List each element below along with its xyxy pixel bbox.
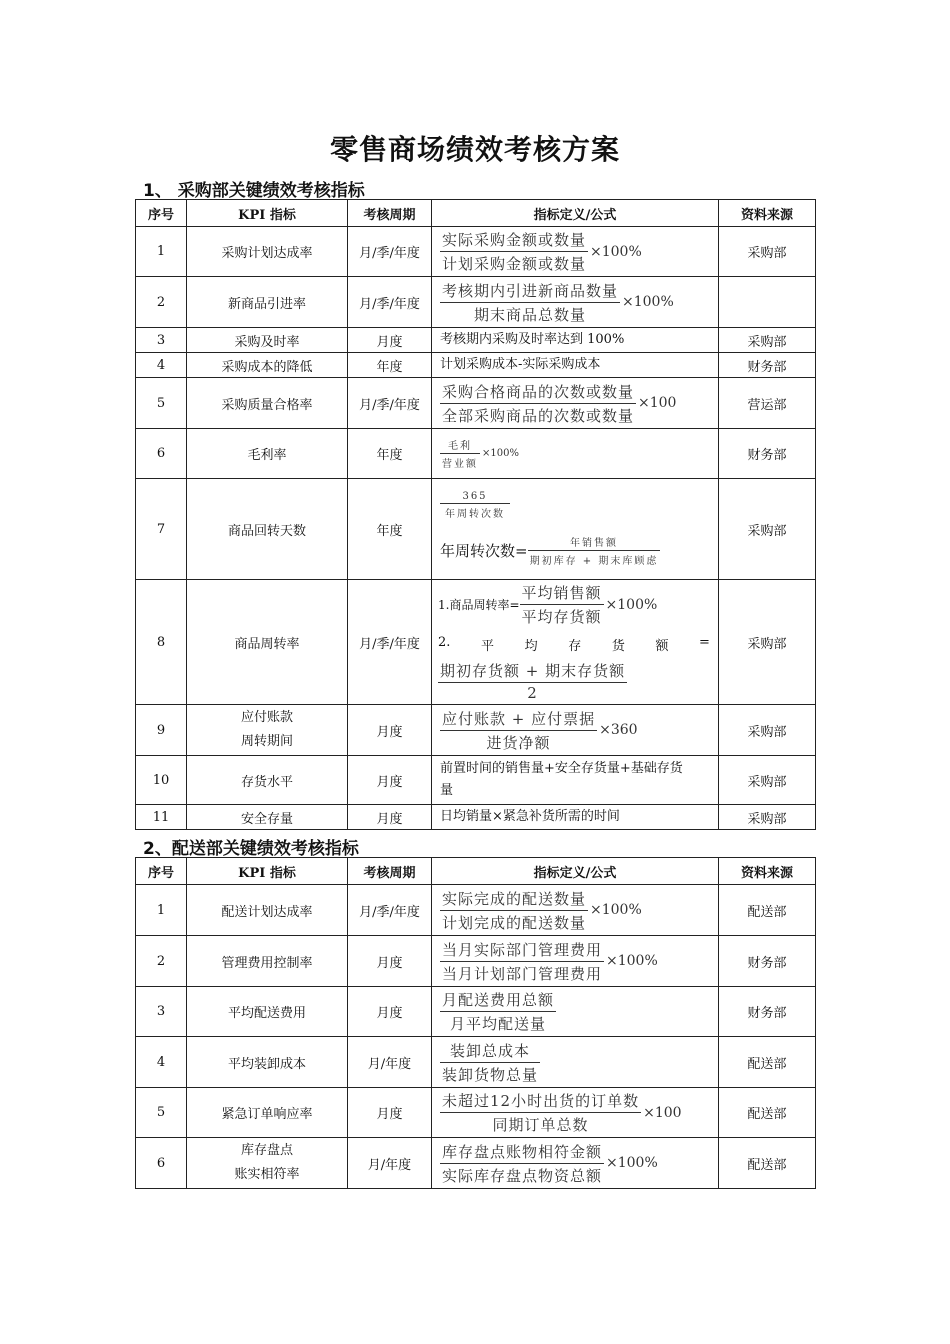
row-period: 年度 [348,353,432,378]
row-no: 4 [136,353,187,378]
page-title: 零售商场绩效考核方案 [329,133,620,166]
table-row [136,277,816,328]
fraction [440,1090,641,1135]
row-formula: 计划采购成本-实际采购成本 [432,353,719,378]
row-no: 5 [136,378,187,429]
row-formula [432,936,719,987]
numerator: 采购合格商品的次数或数量 [440,381,636,404]
row-period: 月度 [348,805,432,830]
row-source: 采购部 [719,756,816,805]
header-period: 考核周期 [348,200,432,227]
formula-label: 1.商品周转率= [438,598,520,612]
table-row [136,756,816,805]
denominator: 装卸货物总量 [442,1065,539,1084]
row-no: 3 [136,987,187,1037]
table-row [136,1088,816,1138]
fraction [440,989,556,1034]
row-kpi: 配送计划达成率 [187,885,348,936]
fraction [440,1040,540,1085]
row-no: 8 [136,580,187,705]
row-period: 月度 [348,705,432,756]
header-period: 考核周期 [348,858,432,885]
row-no: 10 [136,756,187,805]
row-formula [432,378,719,429]
row-no: 1 [136,885,187,936]
header-kpi: KPI 指标 [187,858,348,885]
header-no: 序号 [136,858,187,885]
denominator: 计划完成的配送数量 [442,913,587,932]
row-kpi [187,1138,348,1189]
row-period: 月/年度 [348,1037,432,1088]
fraction [440,491,510,520]
table-row [136,378,816,429]
section2-heading: 2、配送部关键绩效考核指标 [143,839,359,859]
row-no: 1 [136,227,187,277]
label-char: 均 [524,639,538,654]
row-no: 5 [136,1088,187,1138]
row-source: 采购部 [719,805,816,830]
denominator: 实际库存盘点物资总额 [442,1166,603,1185]
table-header-row [136,200,816,227]
table-row [136,1037,816,1088]
numerator: 平均销售额 [520,582,604,605]
row-period: 年度 [348,429,432,479]
row-formula [432,1138,719,1189]
row-source [719,277,816,328]
formula-label: 年周转次数= [440,542,528,560]
row-no: 4 [136,1037,187,1088]
fraction [440,939,604,984]
section1-heading: 1、 采购部关键绩效考核指标 [143,181,365,201]
denominator: 计划采购金额或数量 [442,255,587,273]
row-source: 营运部 [719,378,816,429]
row-formula: 日均销量×紧急补货所需的时间 [432,805,719,830]
table-row [136,328,816,353]
label-char: 平 [481,639,495,654]
fraction [440,280,620,325]
row-no: 2 [136,277,187,328]
denominator: 营业额 [442,459,478,470]
formula-line: 前置时间的销售量+安全存货量+基础存货 [440,761,683,776]
numerator: 期初存货额 + 期末存货额 [438,660,627,683]
row-source: 配送部 [719,1088,816,1138]
numerator: 装卸总成本 [440,1040,540,1063]
multiplier: ×100% [590,243,642,260]
fraction [440,381,636,426]
row-source: 财务部 [719,936,816,987]
numerator: 当月实际部门管理费用 [440,939,604,962]
table-row [136,1138,816,1189]
row-source: 配送部 [719,1138,816,1189]
row-formula [432,429,719,479]
numerator: 实际完成的配送数量 [440,888,588,911]
header-formula: 指标定义/公式 [432,858,719,885]
label-char: 货 [611,639,625,654]
row-formula [432,1088,719,1138]
denominator: 2 [527,684,538,702]
row-kpi: 毛利率 [187,429,348,479]
numerator: 考核期内引进新商品数量 [440,280,620,303]
denominator: 年周转次数 [445,509,505,520]
header-source: 资料来源 [719,858,816,885]
distribution-kpi-table [135,857,816,1189]
row-kpi: 存货水平 [187,756,348,805]
row-source: 采购部 [719,580,816,705]
row-source: 配送部 [719,885,816,936]
row-source: 采购部 [719,479,816,580]
row-formula: 考核期内采购及时率达到 100% [432,328,719,353]
row-kpi: 平均装卸成本 [187,1037,348,1088]
numerator: 月配送费用总额 [440,989,556,1012]
row-kpi: 紧急订单响应率 [187,1088,348,1138]
fraction [438,660,627,702]
kpi-line: 周转期间 [240,734,293,749]
header-kpi: KPI 指标 [187,200,348,227]
row-period: 月/年度 [348,1138,432,1189]
row-formula [432,1037,719,1088]
row-source: 财务部 [719,429,816,479]
row-period: 月/季/年度 [348,580,432,705]
table-row [136,936,816,987]
row-no: 9 [136,705,187,756]
table-row [136,353,816,378]
row-formula [432,277,719,328]
label-char: 存 [568,639,582,654]
fraction [440,888,588,933]
row-period: 月度 [348,328,432,353]
row-formula [432,479,719,580]
table-row [136,805,816,830]
row-no: 11 [136,805,187,830]
multiplier: ×100% [605,596,658,613]
row-formula [432,227,719,277]
row-kpi: 采购计划达成率 [187,227,348,277]
formula-line: 量 [440,783,454,798]
kpi-line: 应付账款 [240,710,293,725]
row-kpi: 商品周转率 [187,580,348,705]
numerator: 年销售额 [528,534,661,551]
table-row [136,987,816,1037]
row-period: 月度 [348,756,432,805]
table-row [136,227,816,277]
row-no: 7 [136,479,187,580]
row-source: 采购部 [719,705,816,756]
multiplier: ×100% [622,294,674,310]
denominator: 平均存货额 [521,608,602,626]
row-kpi: 采购成本的降低 [187,353,348,378]
row-no: 2 [136,936,187,987]
denominator: 同期订单总数 [492,1116,589,1134]
table-row [136,885,816,936]
label-char: 额 [655,639,669,654]
denominator: 期初库存 + 期末库顾虑 [529,556,659,567]
row-no: 3 [136,328,187,353]
row-period: 月/季/年度 [348,885,432,936]
multiplier: ×100% [590,902,642,918]
table-row [136,705,816,756]
kpi-line: 账实相符率 [234,1167,300,1182]
row-kpi: 管理费用控制率 [187,936,348,987]
multiplier: ×100% [482,448,519,459]
numerator: 毛利 [440,437,480,454]
row-source: 财务部 [719,353,816,378]
row-formula [432,580,719,705]
row-formula [432,756,719,805]
table-row [136,479,816,580]
row-source: 配送部 [719,1037,816,1088]
procurement-kpi-table [135,199,816,830]
fraction [440,229,588,274]
row-kpi: 采购质量合格率 [187,378,348,429]
row-no: 6 [136,429,187,479]
row-formula [432,885,719,936]
row-period: 月/季/年度 [348,277,432,328]
row-no: 6 [136,1138,187,1189]
multiplier: ×100% [606,953,658,969]
row-period: 月/季/年度 [348,378,432,429]
denominator: 全部采购商品的次数或数量 [442,406,635,425]
denominator: 月平均配送量 [450,1015,547,1033]
row-period: 月度 [348,987,432,1037]
label-char: 2. [438,635,451,650]
fraction [440,1141,604,1186]
kpi-line: 库存盘点 [240,1143,293,1158]
denominator: 期末商品总数量 [474,305,587,324]
row-period: 年度 [348,479,432,580]
row-period: 月度 [348,936,432,987]
label-char: = [699,635,710,650]
header-formula: 指标定义/公式 [432,200,719,227]
numerator: 365 [440,491,510,504]
table-row [136,580,816,705]
numerator: 实际采购金额或数量 [440,229,588,252]
row-source: 采购部 [719,227,816,277]
row-kpi: 安全存量 [187,805,348,830]
denominator: 进货净额 [486,733,551,752]
fraction [440,708,597,753]
header-no: 序号 [136,200,187,227]
denominator: 当月计划部门管理费用 [442,964,603,983]
row-source: 采购部 [719,328,816,353]
formula-label-spaced [438,635,714,654]
row-source: 财务部 [719,987,816,1037]
numerator: 库存盘点账物相符金额 [440,1141,604,1164]
table-row [136,429,816,479]
row-formula [432,987,719,1037]
numerator: 未超过12小时出货的订单数 [440,1090,641,1113]
numerator: 应付账款 + 应付票据 [440,708,597,731]
row-kpi: 平均配送费用 [187,987,348,1037]
multiplier: ×360 [599,722,638,738]
row-kpi [187,705,348,756]
multiplier: ×100% [606,1155,658,1171]
row-kpi: 新商品引进率 [187,277,348,328]
row-period: 月度 [348,1088,432,1138]
fraction [528,534,661,567]
row-kpi: 商品回转天数 [187,479,348,580]
row-period: 月/季/年度 [348,227,432,277]
fraction [520,582,604,627]
row-kpi: 采购及时率 [187,328,348,353]
header-source: 资料来源 [719,200,816,227]
row-formula [432,705,719,756]
table-header-row [136,858,816,885]
multiplier: ×100 [643,1104,682,1121]
multiplier: ×100 [638,395,677,411]
fraction [440,437,480,470]
